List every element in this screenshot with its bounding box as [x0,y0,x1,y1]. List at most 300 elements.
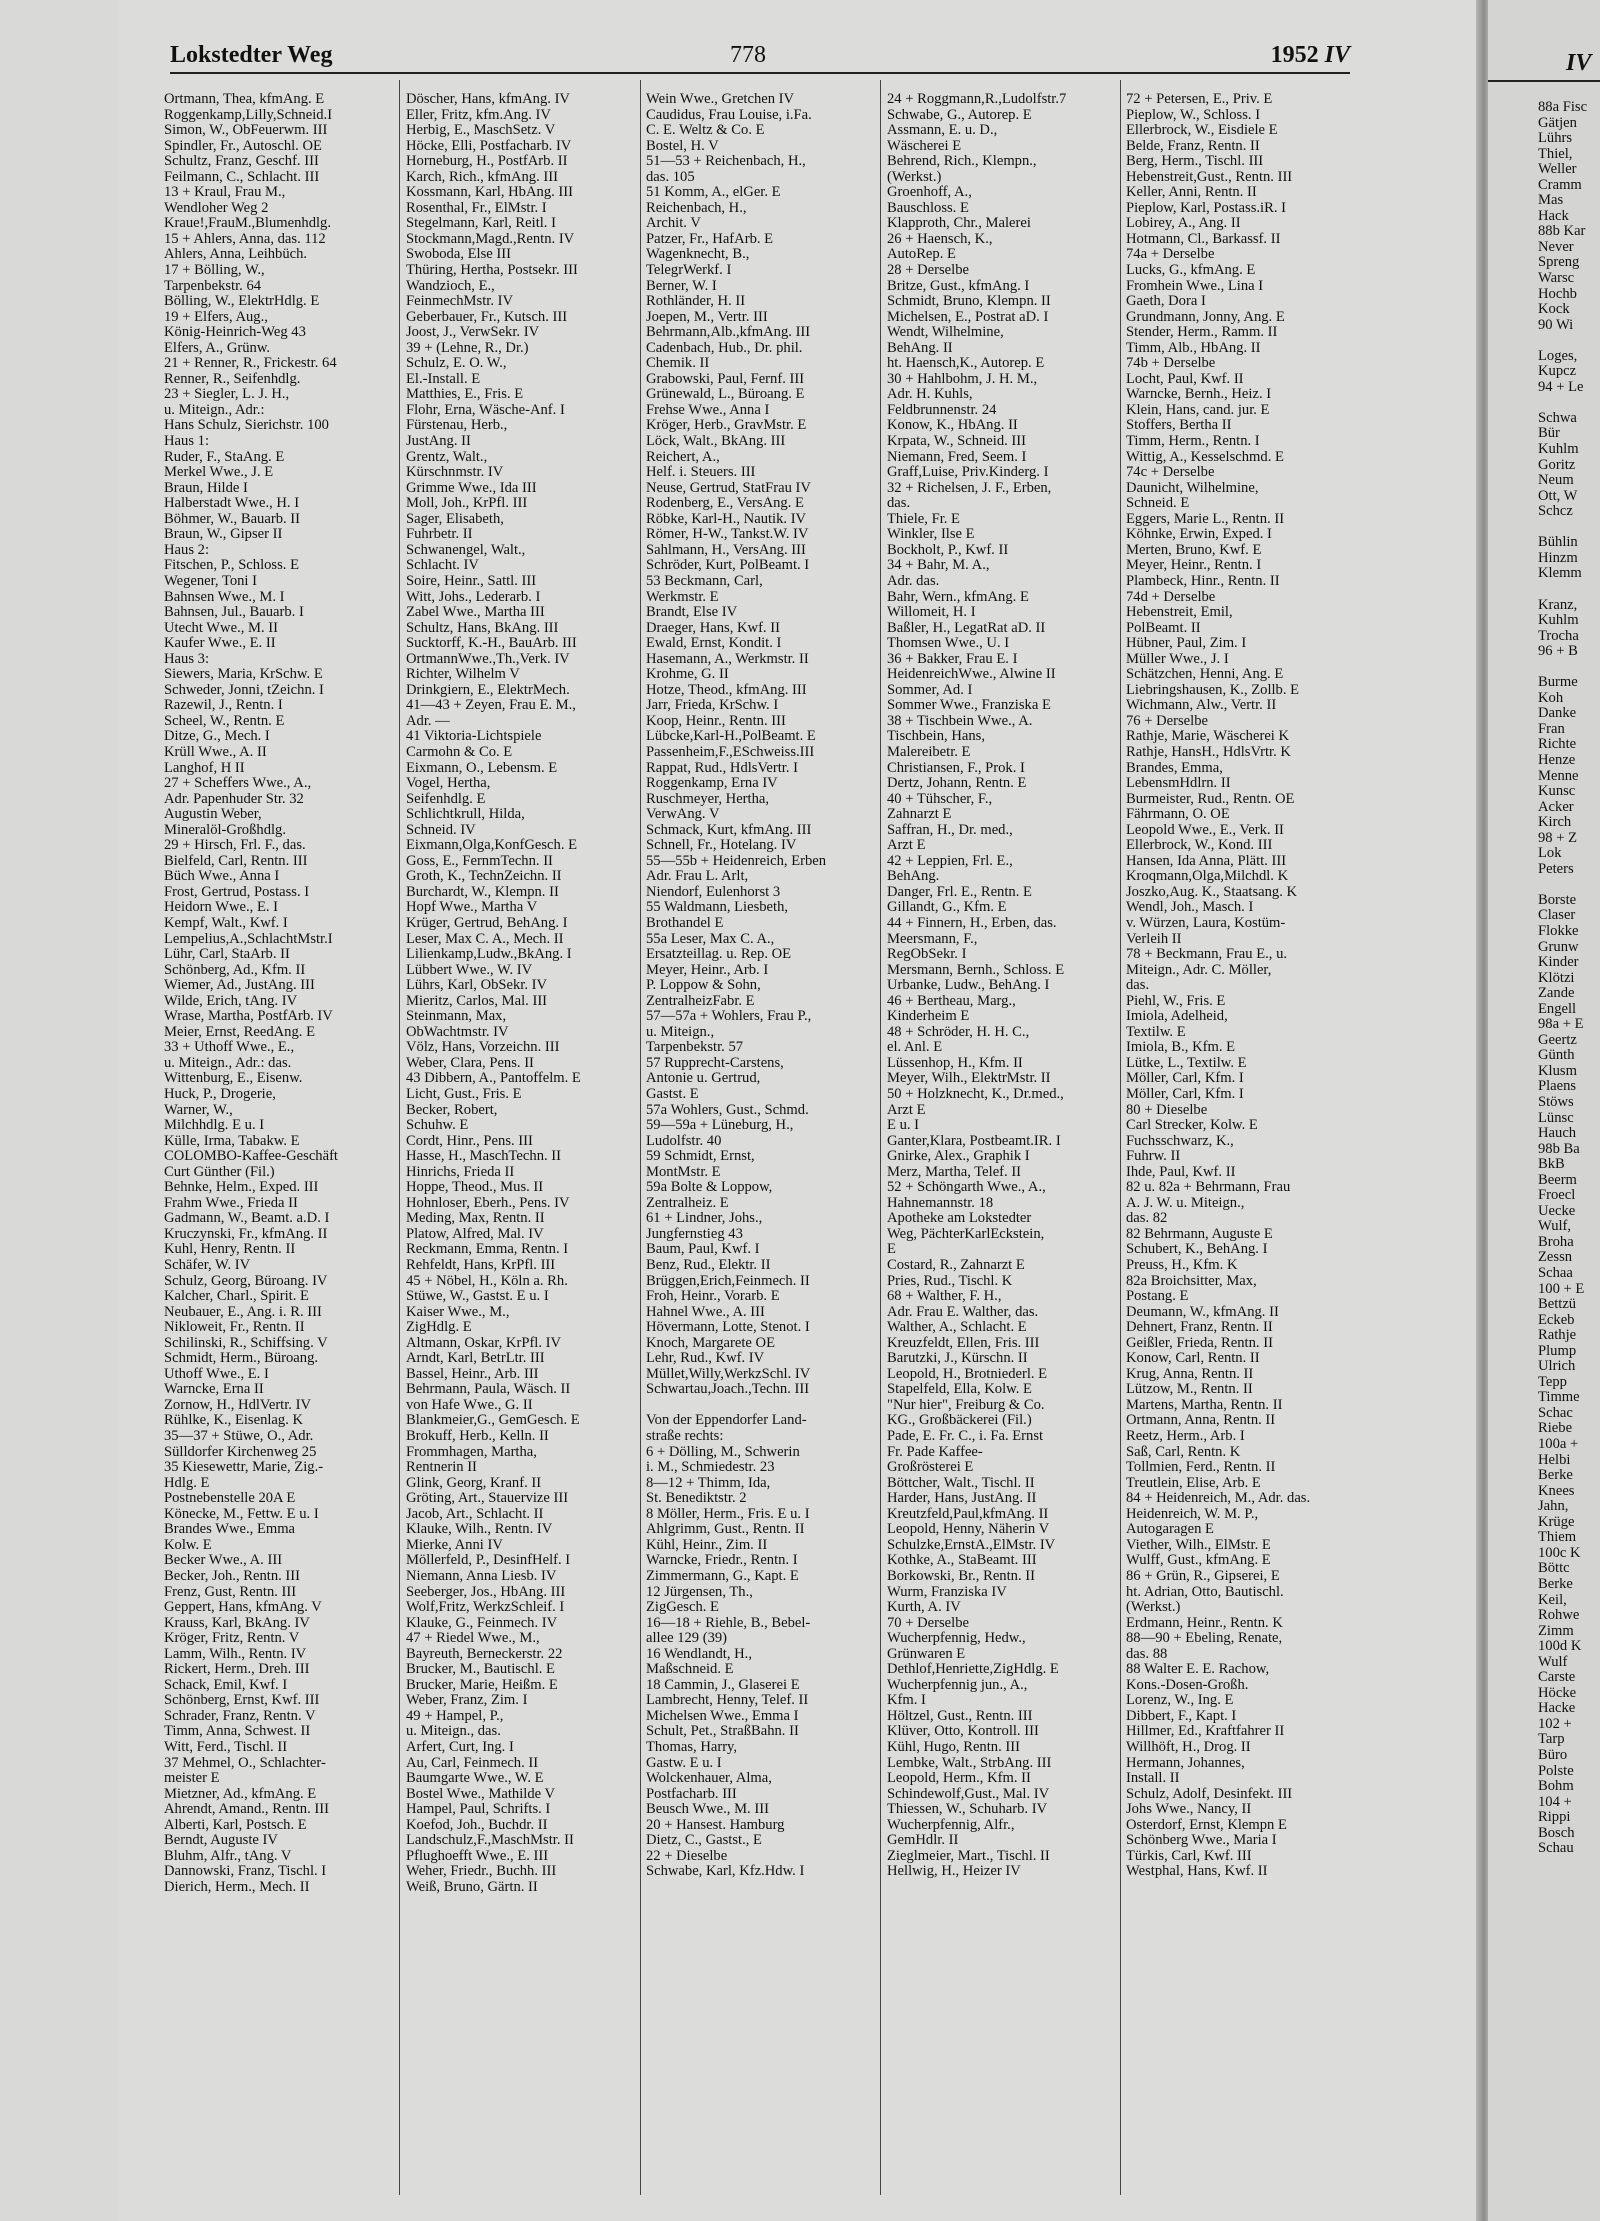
directory-entry: Thomsen Wwe., U. I [887,636,1010,652]
directory-entry: Beusch Wwe., M. III [646,1802,769,1818]
directory-entry: Geertz [1538,1032,1577,1048]
directory-entry: Elfers, A., Grünw. [164,340,271,356]
directory-entry: Klein, Hans, cand. jur. E [1126,402,1270,418]
directory-entry: Ruschmeyer, Hertha, [646,791,770,807]
directory-entry: 23 + Siegler, L. J. H., [164,387,290,403]
directory-entry: BehAng. II [887,340,953,356]
directory-entry: 72 + Petersen, E., Priv. E [1126,92,1273,107]
directory-entry: GemHdlr. II [887,1833,959,1849]
directory-entry: Sahlmann, H., VersAng. III [646,542,806,558]
directory-entry: Krug, Anna, Rentn. II [1126,1366,1254,1382]
directory-entry: 78 + Beckmann, Frau E., u. [1126,947,1288,963]
directory-entry: Zande [1538,986,1575,1002]
directory-entry: FeinmechMstr. IV [406,294,514,310]
directory-entry: Wein Wwe., Gretchen IV [646,92,795,107]
directory-entry: 51—53 + Reichenbach, H., [646,154,806,170]
directory-entry: Möllerfeld, P., DesinfHelf. I [406,1553,571,1569]
directory-entry: Richte [1538,737,1577,753]
directory-entry: Ott, W [1538,488,1578,504]
directory-entry: Jacob, Art., Schlacht. II [406,1506,544,1522]
directory-entry: Konow, Carl, Rentn. II [1126,1351,1260,1367]
directory-entry: Berke [1538,1468,1573,1484]
directory-entry: Kühl, Heinr., Zim. II [646,1537,768,1553]
directory-entry: 32 + Richelsen, J. F., Erben, [887,480,1052,496]
directory-entry: Feilmann, C., Schlacht. III [164,169,320,185]
directory-entry: Treutlein, Elise, Arb. E [1126,1475,1261,1491]
directory-entry: BehAng. [887,869,940,885]
directory-entry: Pflughoefft Wwe., E. III [406,1848,549,1864]
directory-entry: Kuhlm [1538,613,1579,629]
directory-entry: Eller, Fritz, kfm.Ang. IV [406,107,551,123]
directory-entry: Koop, Heinr., Rentn. III [646,713,786,729]
directory-entry: Krauss, Karl, BkAng. IV [164,1615,310,1631]
directory-entry: Bahr, Wern., kfmAng. E [887,589,1029,605]
directory-entry: Vogel, Hertha, [406,776,491,792]
directory-entry [1538,877,1600,893]
directory-entry: 24 + Roggmann,R.,Ludolfstr.7 [887,92,1067,107]
directory-entry: Thiessen, W., Schuharb. IV [887,1802,1048,1818]
directory-entry: Brüggen,Erich,Feinmech. II [646,1273,810,1289]
directory-entry: Schwa [1538,410,1577,426]
directory-entry: Krüge [1538,1514,1575,1530]
directory-entry: Stockmann,Magd.,Rentn. IV [406,231,575,247]
directory-entry: Ganter,Klara, Postbeamt.IR. I [887,1133,1061,1149]
directory-entry: Borkowski, Br., Rentn. II [887,1568,1035,1584]
directory-entry: Baßler, H., LegatRat aD. II [887,620,1046,636]
directory-entry: Trocha [1538,628,1579,644]
directory-entry: i. M., Schmiedestr. 23 [646,1460,775,1476]
directory-entry: Dethlof,Henriette,ZigHdlg. E [887,1662,1059,1678]
directory-entry: Wendl, Joh., Masch. I [1126,900,1254,916]
directory-entry: 40 + Tühscher, F., [887,791,993,807]
directory-entry: Hasse, H., MaschTechn. II [406,1149,562,1165]
directory-entry: Adr. Frau E. Walther, das. [887,1304,1039,1320]
directory-entry: MontMstr. E [646,1164,721,1180]
directory-entry: Lübbert Wwe., W. IV [406,962,533,978]
directory-entry: das. [1126,978,1150,994]
directory-entry: Apotheke am Lokstedter [887,1211,1032,1227]
directory-entry: Stegelmann, Karl, Reitl. I [406,216,556,232]
directory-entry: Zentralheiz. E [646,1195,729,1211]
directory-entry: Razewil, J., Rentn. I [164,698,283,714]
directory-entry: Schwabe, G., Autorep. E [887,107,1032,123]
directory-entry: Mersmann, Bernh., Schloss. E [887,962,1065,978]
directory-entry: Becker, Robert, [406,1102,498,1118]
directory-entry: Lembke, Walt., StrbAng. III [887,1755,1052,1771]
directory-entry: Gröting, Art., Stauervize III [406,1491,569,1507]
directory-entry: Lützow, M., Rentn. II [1126,1382,1253,1398]
directory-entry: Lühr, Carl, StaArb. II [164,947,290,963]
right-page-rule [1488,80,1600,82]
directory-entry: Büch Wwe., Anna I [164,869,280,885]
directory-entry: Sülldorfer Kirchenweg 25 [164,1444,317,1460]
directory-entry: Meyer, Heinr., Arb. I [646,962,769,978]
directory-entry: Schult, Pet., StraßBahn. II [646,1724,799,1740]
directory-entry: Bettzü [1538,1297,1577,1313]
directory-entry: Lambrecht, Henny, Telef. II [646,1693,809,1709]
directory-entry: Wagenknecht, B., [646,247,750,263]
directory-entry: Gadmann, W., Beamt. a.D. I [164,1211,330,1227]
directory-entry: Hübner, Paul, Zim. I [1126,636,1247,652]
directory-entry: 13 + Kraul, Frau M., [164,185,286,201]
directory-entry: Joepen, M., Vertr. III [646,309,768,325]
directory-entry: Meyer, Wilh., ElektrMstr. II [887,1071,1051,1087]
directory-entry: Meersmann, F., [887,931,978,947]
directory-entry: Schulz, Georg, Büroang. IV [164,1273,328,1289]
directory-entry: Werkmstr. E [646,589,719,605]
directory-entry: Gastst. E [646,1087,699,1102]
directory-entry: Autogaragen E [1126,1522,1214,1538]
directory-entry: Ahlers, Anna, Leihbüch. [164,247,308,263]
directory-entry: Knoch, Margarete OE [646,1335,775,1351]
directory-entry: allee 129 (39) [646,1631,728,1647]
directory-entry: Assmann, E. u. D., [887,123,998,139]
directory-entry: Kolw. E [164,1537,212,1553]
directory-entry: Fr. Pade Kaffee- [887,1444,983,1460]
directory-entry: Miteign., Adr. C. Möller, [1126,962,1272,978]
directory-entry: OrtmannWwe.,Th.,Verk. IV [406,651,570,667]
directory-entry: 88b Kar [1538,224,1586,240]
directory-entry: Pieplow, Karl, Postass.iR. I [1126,200,1286,216]
directory-entry: Timm, Alb., HbAng. II [1126,340,1261,356]
directory-entry: Wurm, Franziska IV [887,1584,1007,1600]
directory-entry: Siewers, Maria, KrSchw. E [164,667,323,683]
directory-entry: Hampel, Paul, Schrifts. I [406,1802,551,1818]
directory-entry: Heidorn Wwe., E. I [164,900,279,916]
directory-entry: Schuhw. E [406,1118,469,1134]
directory-entry: Acker [1538,799,1574,815]
directory-entry: 52 + Schöngarth Wwe., A., [887,1180,1046,1196]
directory-entry: Reckmann, Emma, Rentn. I [406,1242,569,1258]
directory-entry: Sucktorff, K.-H., BauArb. III [406,636,577,652]
directory-entry: Adr. Papenhuder Str. 32 [164,791,304,807]
directory-entry: Danger, Frl. E., Rentn. E [887,884,1032,900]
directory-entry: Bluhm, Alfr., tAng. V [164,1848,292,1864]
directory-entry: Stüwe, W., Gastst. E u. I [406,1289,549,1305]
directory-entry: Ihde, Paul, Kwf. II [1126,1164,1236,1180]
directory-entry: 57a Wohlers, Gust., Schmd. [646,1102,809,1118]
directory-entry: Külle, Irma, Tabakw. E [164,1133,300,1149]
directory-entry: Wäscherei E [887,138,962,154]
directory-entry: 74c + Derselbe [1126,465,1215,481]
directory-entry: 46 + Bertheau, Marg., [887,993,1016,1009]
directory-entry: el. Anl. E [887,1040,943,1056]
directory-entry: Arzt E [887,838,926,854]
directory-entry: Kossmann, Karl, HbAng. III [406,185,573,201]
directory-entry: Schaa [1538,1266,1573,1282]
directory-entry: Knees [1538,1483,1575,1499]
directory-entry: Schmidt, Herm., Büroang. [164,1351,319,1367]
directory-entry: Zimmermann, G., Kapt. E [646,1568,799,1584]
directory-entry: Hahnemannstr. 18 [887,1195,994,1211]
directory-entry: Cordt, Hinr., Pens. III [406,1133,533,1149]
directory-entry: 88 Walter E. E. Rachow, [1126,1662,1270,1678]
directory-entry: Schönberg Wwe., Maria I [1126,1833,1277,1849]
directory-entry: Seeberger, Jos., HbAng. III [406,1584,566,1600]
directory-entry: das. 82 [1126,1211,1168,1227]
directory-entry: 74a + Derselbe [1126,247,1215,263]
directory-entry: Wucherpfennig, Alfr., [887,1817,1015,1833]
directory-entry: Wendt, Wilhelmine, [887,325,1004,341]
directory-entry: Helf. i. Steuers. III [646,465,756,481]
directory-entry: (Werkst.) [887,169,942,185]
directory-entry: Bohm [1538,1779,1574,1795]
directory-entry: Stender, Herm., Ramm. II [1126,325,1278,341]
directory-entry: Milchhdlg. E u. I [164,1118,265,1134]
directory-entry: Geißler, Frieda, Rentn. II [1126,1335,1273,1351]
directory-entry: Leopold, Herm., Kfm. II [887,1771,1031,1787]
directory-entry: Kock [1538,302,1570,318]
directory-entry: Kons.-Dosen-Großh. [1126,1677,1249,1693]
directory-entry: 96 + B [1538,644,1578,660]
directory-entry: Brucker, M., Bautischl. E [406,1662,555,1678]
directory-entry: Wucherpfennig jun., A., [887,1677,1028,1693]
directory-entry: Hacke [1538,1701,1576,1717]
directory-entry: v. Würzen, Laura, Kostüm- [1126,915,1286,931]
directory-entry: LebensmHdlrn. II [1126,776,1231,792]
street-name: Lokstedter Weg [170,42,333,68]
directory-entry: Klapproth, Chr., Malerei [887,216,1031,232]
directory-entry: Matthies, E., Fris. E [406,387,524,403]
directory-entry: Preuss, H., Kfm. K [1126,1258,1238,1274]
directory-entry: Hans Schulz, Sierichstr. 100 [164,418,329,434]
directory-entry: Becker Wwe., A. III [164,1553,283,1569]
directory-entry: Stapelfeld, Ella, Kolw. E [887,1382,1032,1398]
directory-entry: Michelsen Wwe., Emma I [646,1708,799,1724]
directory-entry: Kfm. I [887,1693,926,1709]
directory-entry: Weg, PächterKarlEckstein, [887,1226,1045,1242]
directory-entry: Schack, Emil, Kwf. I [164,1677,288,1693]
directory-entry: Uthoff Wwe., E. I [164,1366,269,1382]
directory-entry: Adr. — [406,713,450,729]
directory-entry: Witt, Ferd., Tischl. II [164,1739,288,1755]
directory-entry: 57 Rupprecht-Carstens, [646,1055,784,1071]
directory-entry: Tischbein, Hans, [887,729,985,745]
directory-entry: Wilde, Erich, tAng. IV [164,993,298,1009]
directory-entry: Hansen, Ida Anna, Plätt. III [1126,853,1287,869]
directory-entry: Lütke, L., Textilw. E [1126,1055,1247,1071]
directory-entry: Jahn, [1538,1499,1569,1515]
directory-entry: Utecht Wwe., M. II [164,620,279,636]
directory-entry: Thiele, Fr. E [887,511,960,527]
directory-entry: Dibbert, F., Kapt. I [1126,1708,1237,1724]
directory-entry [1538,520,1600,536]
directory-entry: 53 Beckmann, Carl, [646,573,763,589]
directory-entry: Plump [1538,1343,1577,1359]
directory-entry: Klusm [1538,1063,1577,1079]
directory-entry: Höcke, Elli, Postfacharb. IV [406,138,572,154]
directory-entry: Groth, K., TechnZeichn. II [406,869,562,885]
directory-entry: Ludolfstr. 40 [646,1133,722,1149]
directory-entry: Viether, Wilh., ElMstr. E [1126,1537,1271,1553]
directory-entry: 59a Bolte & Loppow, [646,1180,773,1196]
directory-entry: Belde, Franz, Rentn. II [1126,138,1260,154]
directory-entry: Bür [1538,426,1560,442]
directory-entry: 27 + Scheffers Wwe., A., [164,776,312,792]
directory-entry: Grabowski, Paul, Fernf. III [646,371,805,387]
directory-entry: Huck, P., Drogerie, [164,1087,276,1102]
directory-entry: Broha [1538,1234,1574,1250]
directory-entry: E [887,1242,896,1258]
directory-entry: Graff,Luise, Priv.Kinderg. I [887,465,1049,481]
directory-entry: Soire, Heinr., Sattl. III [406,573,537,589]
directory-entry: Wittenburg, E., Eisenw. [164,1071,303,1087]
directory-entry: Pade, E. Fr. C., i. Fa. Ernst [887,1429,1044,1445]
directory-entry: Flohr, Erna, Wäsche-Anf. I [406,402,565,418]
directory-entry: Bayreuth, Berneckerstr. 22 [406,1646,563,1662]
directory-entry: Thüring, Hertha, Postsekr. III [406,263,578,279]
directory-entry: 68 + Walther, F. H., [887,1289,1002,1305]
directory-entry: Cadenbach, Hub., Dr. phil. [646,340,803,356]
directory-entry: 19 + Elfers, Aug., [164,309,268,325]
directory-entry: 70 + Derselbe [887,1615,969,1631]
directory-entry: Leopold Wwe., E., Verk. II [1126,822,1284,838]
directory-entry: Sager, Elisabeth, [406,511,504,527]
directory-entry: Wulf, [1538,1219,1572,1235]
directory-entry: Thiel, [1538,146,1573,162]
directory-entry: Landschulz,F.,MaschMstr. II [406,1833,574,1849]
directory-entry: 98 + Z [1538,830,1578,846]
directory-entry: Goritz [1538,457,1576,473]
directory-entry: Loges, [1538,348,1578,364]
directory-entry: Kröger, Fritz, Rentn. V [164,1631,300,1647]
directory-entry: Niemann, Fred, Seem. I [887,449,1027,465]
directory-entry: Berke [1538,1576,1573,1592]
directory-entry: Riebe [1538,1421,1573,1437]
directory-entry: Wittig, A., Kesselschmd. E [1126,449,1284,465]
directory-entry: Schlacht. IV [406,558,479,574]
directory-entry: Behrend, Rich., Klempn., [887,154,1037,170]
directory-entry: 26 + Haensch, K., [887,231,993,247]
directory-entry: Eixmann,Olga,KonfGesch. E [406,838,578,854]
directory-entry: Goss, E., FernmTechn. II [406,853,553,869]
directory-entry: Lorenz, W., Ing. E [1126,1693,1234,1709]
directory-entry: Adr. Frau L. Arlt, [646,869,749,885]
directory-entry: Schultz, Hans, BkAng. III [406,620,559,636]
directory-entry: Völz, Hans, Vorzeichn. III [406,1040,560,1056]
directory-entry: Ditze, G., Mech. I [164,729,270,745]
directory-entry: 16—18 + Riehle, B., Bebel- [646,1615,811,1631]
year: 1952 [1270,42,1319,68]
directory-entry: Wegener, Toni I [164,573,257,589]
directory-entry: Kranz, [1538,597,1578,613]
directory-entry: Leopold, H., Brotniederl. E [887,1366,1048,1382]
directory-entry: Stöws [1538,1095,1574,1110]
directory-entry: Schäfer, W. IV [164,1258,251,1274]
directory-entry: Britze, Gust., kfmAng. I [887,278,1030,294]
directory-entry: Leser, Max C. A., Mech. II [406,931,564,947]
directory-entry: u. Miteign., Adr.: [164,402,265,418]
directory-entry: 20 + Hansest. Hamburg [646,1817,785,1833]
directory-entry: 84 + Heidenreich, M., Adr. das. [1126,1491,1311,1507]
directory-entry: Weller [1538,162,1577,178]
directory-entry: Tepp [1538,1374,1567,1390]
directory-entry: Passenheim,F.,ESchweiss.III [646,744,815,760]
directory-entry: Roggenkamp,Lilly,Schneid.I [164,107,333,123]
directory-entry: Koefod, Joh., Buchdr. II [406,1817,548,1833]
directory-entry: Günth [1538,1048,1575,1064]
directory-entry: Sommer Wwe., Franziska E [887,698,1051,714]
directory-entry: Braun, Hilde I [164,480,248,496]
directory-entry: Ortmann, Anna, Rentn. II [1126,1413,1276,1429]
directory-entry: Hebenstreit,Gust., Rentn. III [1126,169,1293,185]
directory-entry: Carste [1538,1670,1576,1686]
directory-entry: Krpata, W., Schneid. III [887,434,1027,450]
directory-entry: Osterdorf, Ernst, Klempn E [1126,1817,1287,1833]
directory-entry: Engell [1538,1001,1577,1017]
directory-entry: Pieplow, W., Schloss. I [1126,107,1261,123]
directory-entry: Kothke, A., StaBeamt. III [887,1553,1037,1569]
directory-entry: Behrmann,Alb.,kfmAng. III [646,325,811,341]
directory-entry: Pries, Rud., Tischl. K [887,1273,1013,1289]
directory-entry: 44 + Finnern, H., Erben, das. [887,915,1057,931]
directory-entry: Draeger, Hans, Kwf. II [646,620,780,636]
directory-entry: 104 + [1538,1794,1572,1810]
directory-entry: Keller, Anni, Rentn. II [1126,185,1257,201]
directory-entry: Ahlgrimm, Gust., Rentn. II [646,1522,805,1538]
directory-entry: Drinkgiern, E., ElektrMech. [406,682,570,698]
directory-entry: Rothländer, H. II [646,294,746,310]
directory-entry: Haus 3: [164,651,209,667]
directory-entry: Klüver, Otto, Kontroll. III [887,1724,1039,1740]
directory-entry: Winkler, Ilse E [887,527,975,543]
directory-entry: Roggenkamp, Erna IV [646,776,778,792]
directory-entry: Kupcz [1538,364,1577,380]
directory-entry: Weiß, Bruno, Gärtn. II [406,1879,538,1895]
directory-entry: Bockholt, P., Kwf. II [887,542,1009,558]
directory-entry: Rentnerin II [406,1460,477,1476]
directory-entry: Fuchsschwarz, K., [1126,1133,1234,1149]
directory-entry: Merz, Martha, Telef. II [887,1164,1022,1180]
directory-entry: Hochb [1538,286,1577,302]
directory-entry: Platow, Alfred, Mal. IV [406,1226,544,1242]
directory-entry: Michelsen, E., Postrat aD. I [887,309,1049,325]
directory-entry: Ulrich [1538,1359,1576,1375]
directory-entry: Lucks, G., kfmAng. E [1126,263,1256,279]
directory-entry: Schulz, E. O. W., [406,356,507,372]
directory-entry: Mas [1538,193,1564,209]
directory-entry: Ahrendt, Amand., Rentn. III [164,1802,329,1818]
directory-entry: AutoRep. E [887,247,956,263]
directory-entry: Zahnarzt E [887,807,952,823]
directory-entry: Lüssenhop, H., Kfm. II [887,1055,1023,1071]
directory-entry: Keil, [1538,1592,1567,1608]
directory-entry: Schubert, K., BehAng. I [1126,1242,1268,1258]
directory-entry: Kröger, Herb., GravMstr. E [646,418,807,434]
directory-entry: 22 + Dieselbe [646,1848,728,1864]
directory-entry: Postnebenstelle 20A E [164,1491,296,1507]
directory-entry: Frenz, Gust, Rentn. III [164,1584,297,1600]
column-rule [1120,80,1121,2195]
directory-entry: Warncke, Friedr., Rentn. I [646,1553,798,1569]
directory-entry: Licht, Gust., Fris. E [406,1087,522,1102]
directory-entry: Uecke [1538,1203,1576,1219]
directory-entry: PolBeamt. II [1126,620,1201,636]
directory-entry: ZentralheizFabr. E [646,993,755,1009]
directory-entry: Neuse, Gertrud, StatFrau IV [646,480,811,496]
directory-entry: Klemm [1538,566,1582,582]
directory-entry: Blankmeier,G., GemGesch. E [406,1413,580,1429]
directory-entry: Menne [1538,768,1579,784]
directory-entry: u. Miteign., das. [406,1724,501,1740]
directory-entry: Plambeck, Hinr., Rentn. II [1126,573,1280,589]
directory-entry: Willomeit, H. I [887,605,976,621]
directory-entry: Rathje, Marie, Wäscherei K [1126,729,1290,745]
directory-entry: Klauke, Wilh., Rentn. IV [406,1522,553,1538]
directory-entry: Saffran, H., Dr. med., [887,822,1013,838]
directory-entry: 28 + Derselbe [887,263,969,279]
directory-entry: Schnell, Fr., Hotelang. IV [646,838,797,854]
